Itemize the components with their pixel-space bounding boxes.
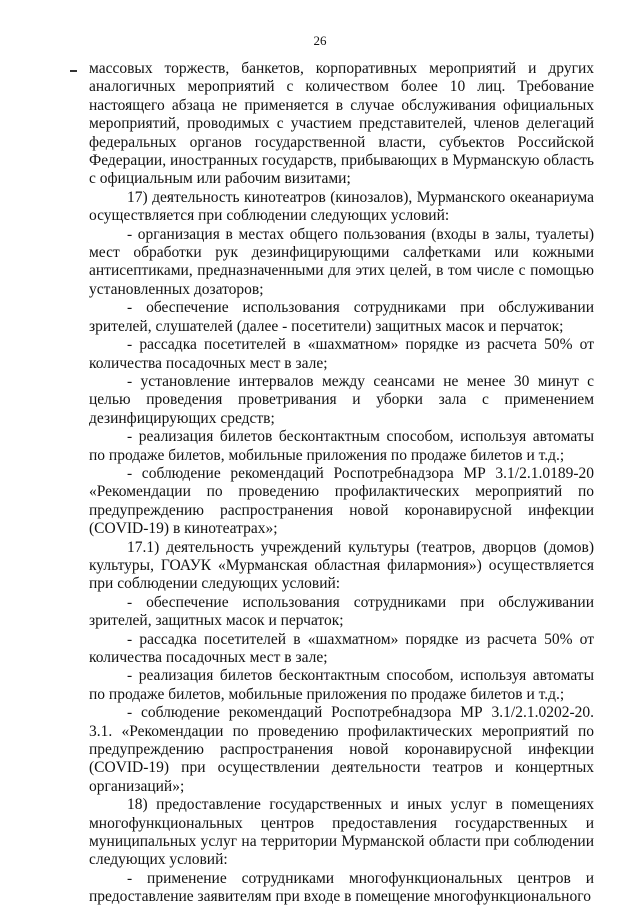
paragraph: массовых торжеств, банкетов, корпоративных мероприятий и других аналогичных мероприятий с количеством более 10 лиц. Требование настоящего абзаца не применяется в случае обслуживания официальных мероприятий, проводимых с участием представителей, членов делегаций федеральных органов государственной власти, субъектов Российской Федерации, иностранных государств, прибывающих в Мурманскую область с официальным или рабочим визитами;	[89, 60, 594, 188]
paragraph: - установление интервалов между сеансами не менее 30 минут с целью проведения проветривания и уборки зала с применением дезинфицирующих средств;	[89, 372, 594, 427]
paragraph: - соблюдение рекомендаций Роспотребнадзора МР 3.1/2.1.0202-20. 3.1. «Рекомендации по проведению профилактических мероприятий по предупреждению распространения новой коронавирусной инфекции (COVID-19) при осуществлении деятельности театров и концертных организаций»;	[89, 704, 594, 795]
paragraph: - организация в местах общего пользования (входы в залы, туалеты) мест обработки рук дезинфицирующими салфетками или кожными антисептиками, предназначенными для этих целей, в том числе с помощью установленных дозаторов;	[89, 225, 594, 298]
paragraph: - применение сотрудниками многофункциональных центров и предоставление заявителям при входе в помещение многофункционального	[89, 869, 594, 906]
paragraph: - рассадка посетителей в «шахматном» порядке из расчета 50% от количества посадочных мест в зале;	[89, 630, 594, 666]
paragraph: - реализация билетов бесконтактным способом, используя автоматы по продаже билетов, мобильные приложения по продаже билетов и т.д.;	[89, 428, 594, 464]
paragraph: 17) деятельность кинотеатров (кинозалов), Мурманского океанариума осуществляется при соблюдении следующих условий:	[89, 188, 594, 225]
paragraph: 18) предоставление государственных и иных услуг в помещениях многофункциональных центров предоставления государственных и муниципальных услуг на территории Мурманской области при соблюдении следующих условий:	[89, 796, 594, 869]
paragraph: - обеспечение использования сотрудниками при обслуживании зрителей, защитных масок и перчаток;	[89, 593, 594, 630]
paragraph: - реализация билетов бесконтактным способом, используя автоматы по продаже билетов, мобильные приложения по продаже билетов и т.д.;	[89, 667, 594, 703]
margin-mark	[70, 70, 77, 72]
page-number: 26	[313, 33, 327, 48]
document-body	[89, 60, 594, 907]
paragraph: - рассадка посетителей в «шахматном» порядке из расчета 50% от количества посадочных мест в зале;	[89, 336, 594, 372]
paragraph: 17.1) деятельность учреждений культуры (театров, дворцов (домов) культуры, ГОАУК «Мурманская областная филармония») осуществляется при соблюдении следующих условий:	[89, 538, 594, 593]
paragraph: - обеспечение использования сотрудниками при обслуживании зрителей, слушателей (далее - посетители) защитных масок и перчаток;	[89, 299, 594, 335]
paragraph: - соблюдение рекомендаций Роспотребнадзора МР 3.1/2.1.0189-20 «Рекомендации по проведению профилактических мероприятий по предупреждению распространения новой коронавирусной инфекции (COVID-19) в кинотеатрах»;	[89, 464, 594, 538]
